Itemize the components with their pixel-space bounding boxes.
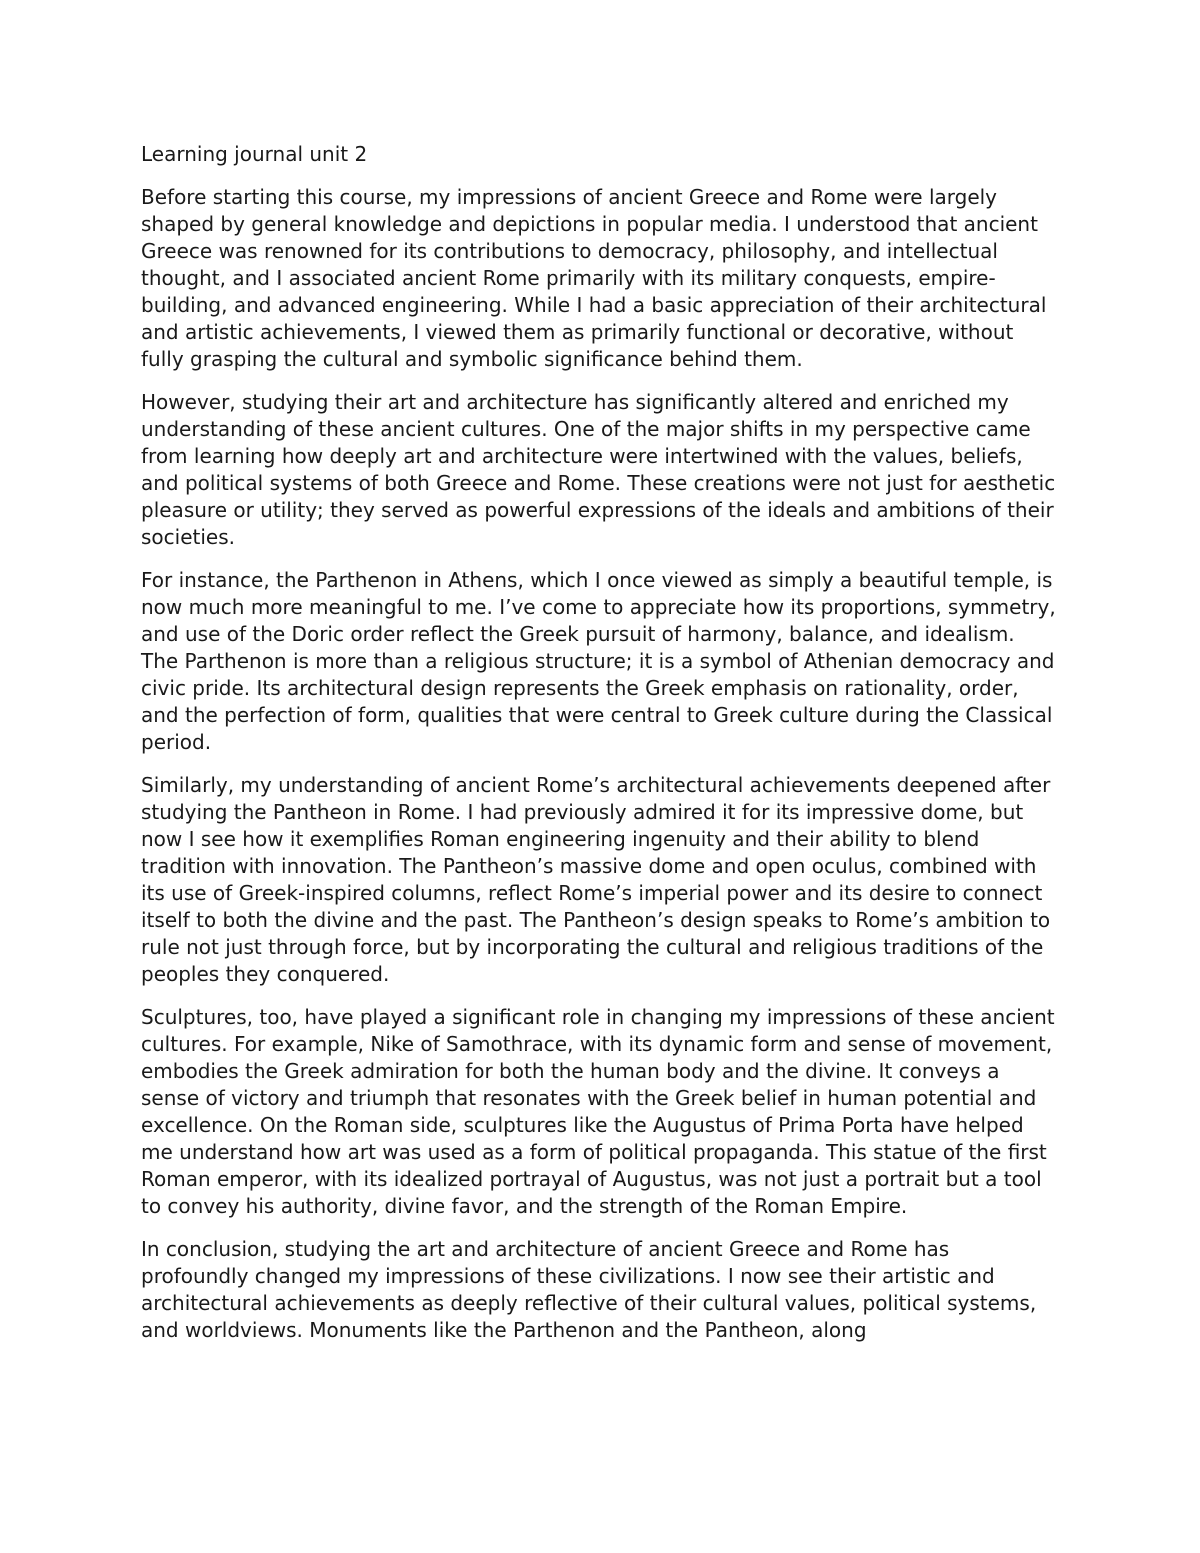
paragraph-5: Sculptures, too, have played a significant role in changing my impressions of these ancient cultures. For example, Nike of Samothrace, with its dynamic form and sense of movement, embodies the Greek admiration for both the human body and the divine. It conveys a sense of victory and triumph that resonates with the Greek belief in human potential and excellence. On the Roman side, sculptures like the Augustus of Prima Porta have helped me understand how art was used as a form of political propaganda. This statue of the first Roman emperor, with its idealized portrayal of Augustus, was not just a portrait but a tool to convey his authority, divine favor, and the strength of the Roman Empire. bbox=[141, 1005, 1055, 1218]
paragraph-3: For instance, the Parthenon in Athens, which I once viewed as simply a beautiful temple, is now much more meaningful to me. I’ve come to appreciate how its proportions, symmetry, and use of the Doric order reflect the Greek pursuit of harmony, balance, and idealism. The Parthenon is more than a religious structure; it is a symbol of Athenian democracy and civic pride. Its architectural design represents the Greek emphasis on rationality, order, and the perfection of form, qualities that were central to Greek culture during the Classical period. bbox=[141, 568, 1056, 754]
document-page bbox=[141, 141, 1056, 1360]
paragraph-6: In conclusion, studying the art and architecture of ancient Greece and Rome has profoundly changed my impressions of these civilizations. I now see their artistic and architectural achievements as deeply reflective of their cultural values, political systems, and worldviews. Monuments like the Parthenon and the Pantheon, along bbox=[141, 1237, 1037, 1342]
paragraph-1: Before starting this course, my impressions of ancient Greece and Rome were largely shaped by general knowledge and depictions in popular media. I understood that ancient Greece was renowned for its contributions to democracy, philosophy, and intellectual thought, and I associated ancient Rome primarily with its military conquests, empire-building, and advanced engineering. While I had a basic appreciation of their architectural and artistic achievements, I viewed them as primarily functional or decorative, without fully grasping the cultural and symbolic significance behind them. bbox=[141, 185, 1047, 371]
document-title: Learning journal unit 2 bbox=[141, 142, 368, 166]
paragraph-2: However, studying their art and architecture has significantly altered and enriched my understanding of these ancient cultures. One of the major shifts in my perspective came from learning how deeply art and architecture were intertwined with the values, beliefs, and political systems of both Greece and Rome. These creations were not just for aesthetic pleasure or utility; they served as powerful expressions of the ideals and ambitions of their societies. bbox=[141, 390, 1056, 549]
paragraph-4: Similarly, my understanding of ancient Rome’s architectural achievements deepened after studying the Pantheon in Rome. I had previously admired it for its impressive dome, but now I see how it exemplifies Roman engineering ingenuity and their ability to blend tradition with innovation. The Pantheon’s massive dome and open oculus, combined with its use of Greek-inspired columns, reflect Rome’s imperial power and its desire to connect itself to both the divine and the past. The Pantheon’s design speaks to Rome’s ambition to rule not just through force, but by incorporating the cultural and religious traditions of the peoples they conquered. bbox=[141, 773, 1051, 986]
